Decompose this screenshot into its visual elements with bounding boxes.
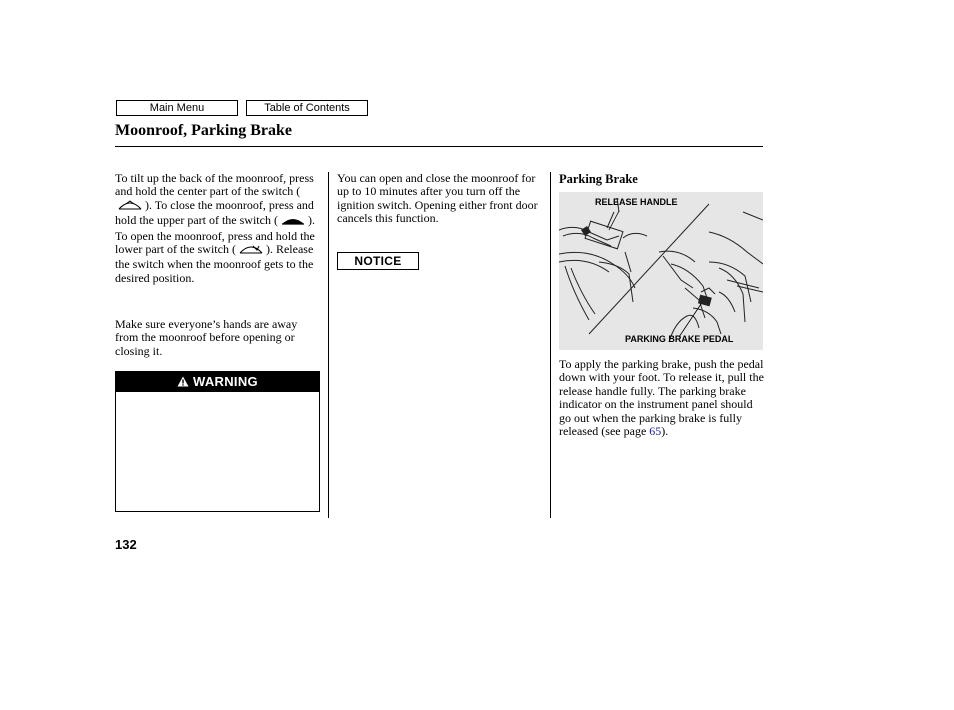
title-divider (115, 146, 763, 147)
tilt-text-a: To tilt up the back of the moonroof, press and hold the center part of the switch ( (115, 171, 314, 199)
main-menu-button[interactable]: Main Menu (116, 100, 238, 116)
page-65-link[interactable]: 65 (649, 424, 662, 439)
page-number: 132 (115, 537, 137, 552)
parking-brake-heading: Parking Brake (559, 172, 638, 186)
tilt-text-b: ). To close the moonroof, press and hold the upper part of the switch ( (115, 197, 314, 228)
moonroof-tilt-paragraph (115, 172, 320, 285)
page-title: Moonroof, Parking Brake (115, 122, 293, 139)
tilt-text-d: ). Release the switch when the moonroof gets to the desired position. (115, 242, 314, 285)
moonroof-timer-paragraph (337, 172, 542, 226)
safety-text: Make sure everyone’s hands are away from the moonroof before opening or closing it. (115, 317, 298, 358)
switch-close-icon (280, 215, 306, 229)
tilt-text-c: ). To open the moonroof, press and hold the lower part of the switch ( (115, 213, 315, 257)
column-divider-2 (550, 172, 551, 518)
parking-brake-paragraph (559, 358, 764, 438)
warning-label: WARNING (192, 374, 258, 389)
column-divider-1 (328, 172, 329, 518)
parking-brake-figure (559, 192, 763, 350)
warning-box (115, 371, 320, 512)
timer-text: You can open and close the moonroof for up to 10 minutes after you turn off the ignition switch. Opening either front door cancels this function. (337, 171, 538, 226)
notice-box (337, 252, 419, 270)
parking-brake-text: To apply the parking brake, push the pedal down with your foot. To release it, pull the release handle fully. The parking brake indicator on the instrument panel should go out when the parking brake is fully released (see page (559, 357, 764, 439)
switch-open-icon (238, 244, 264, 258)
warning-triangle-icon (177, 374, 189, 389)
notice-label: NOTICE (354, 254, 402, 268)
release-handle-label: RELEASE HANDLE (595, 197, 678, 207)
safety-paragraph (115, 318, 315, 358)
parking-brake-pedal-label: PARKING BRAKE PEDAL (625, 334, 734, 344)
table-of-contents-button[interactable]: Table of Contents (246, 100, 368, 116)
parking-brake-text-end: ). (661, 424, 669, 439)
warning-header (116, 372, 319, 392)
parking-brake-illustration (559, 192, 763, 350)
switch-tilt-icon (117, 200, 143, 214)
